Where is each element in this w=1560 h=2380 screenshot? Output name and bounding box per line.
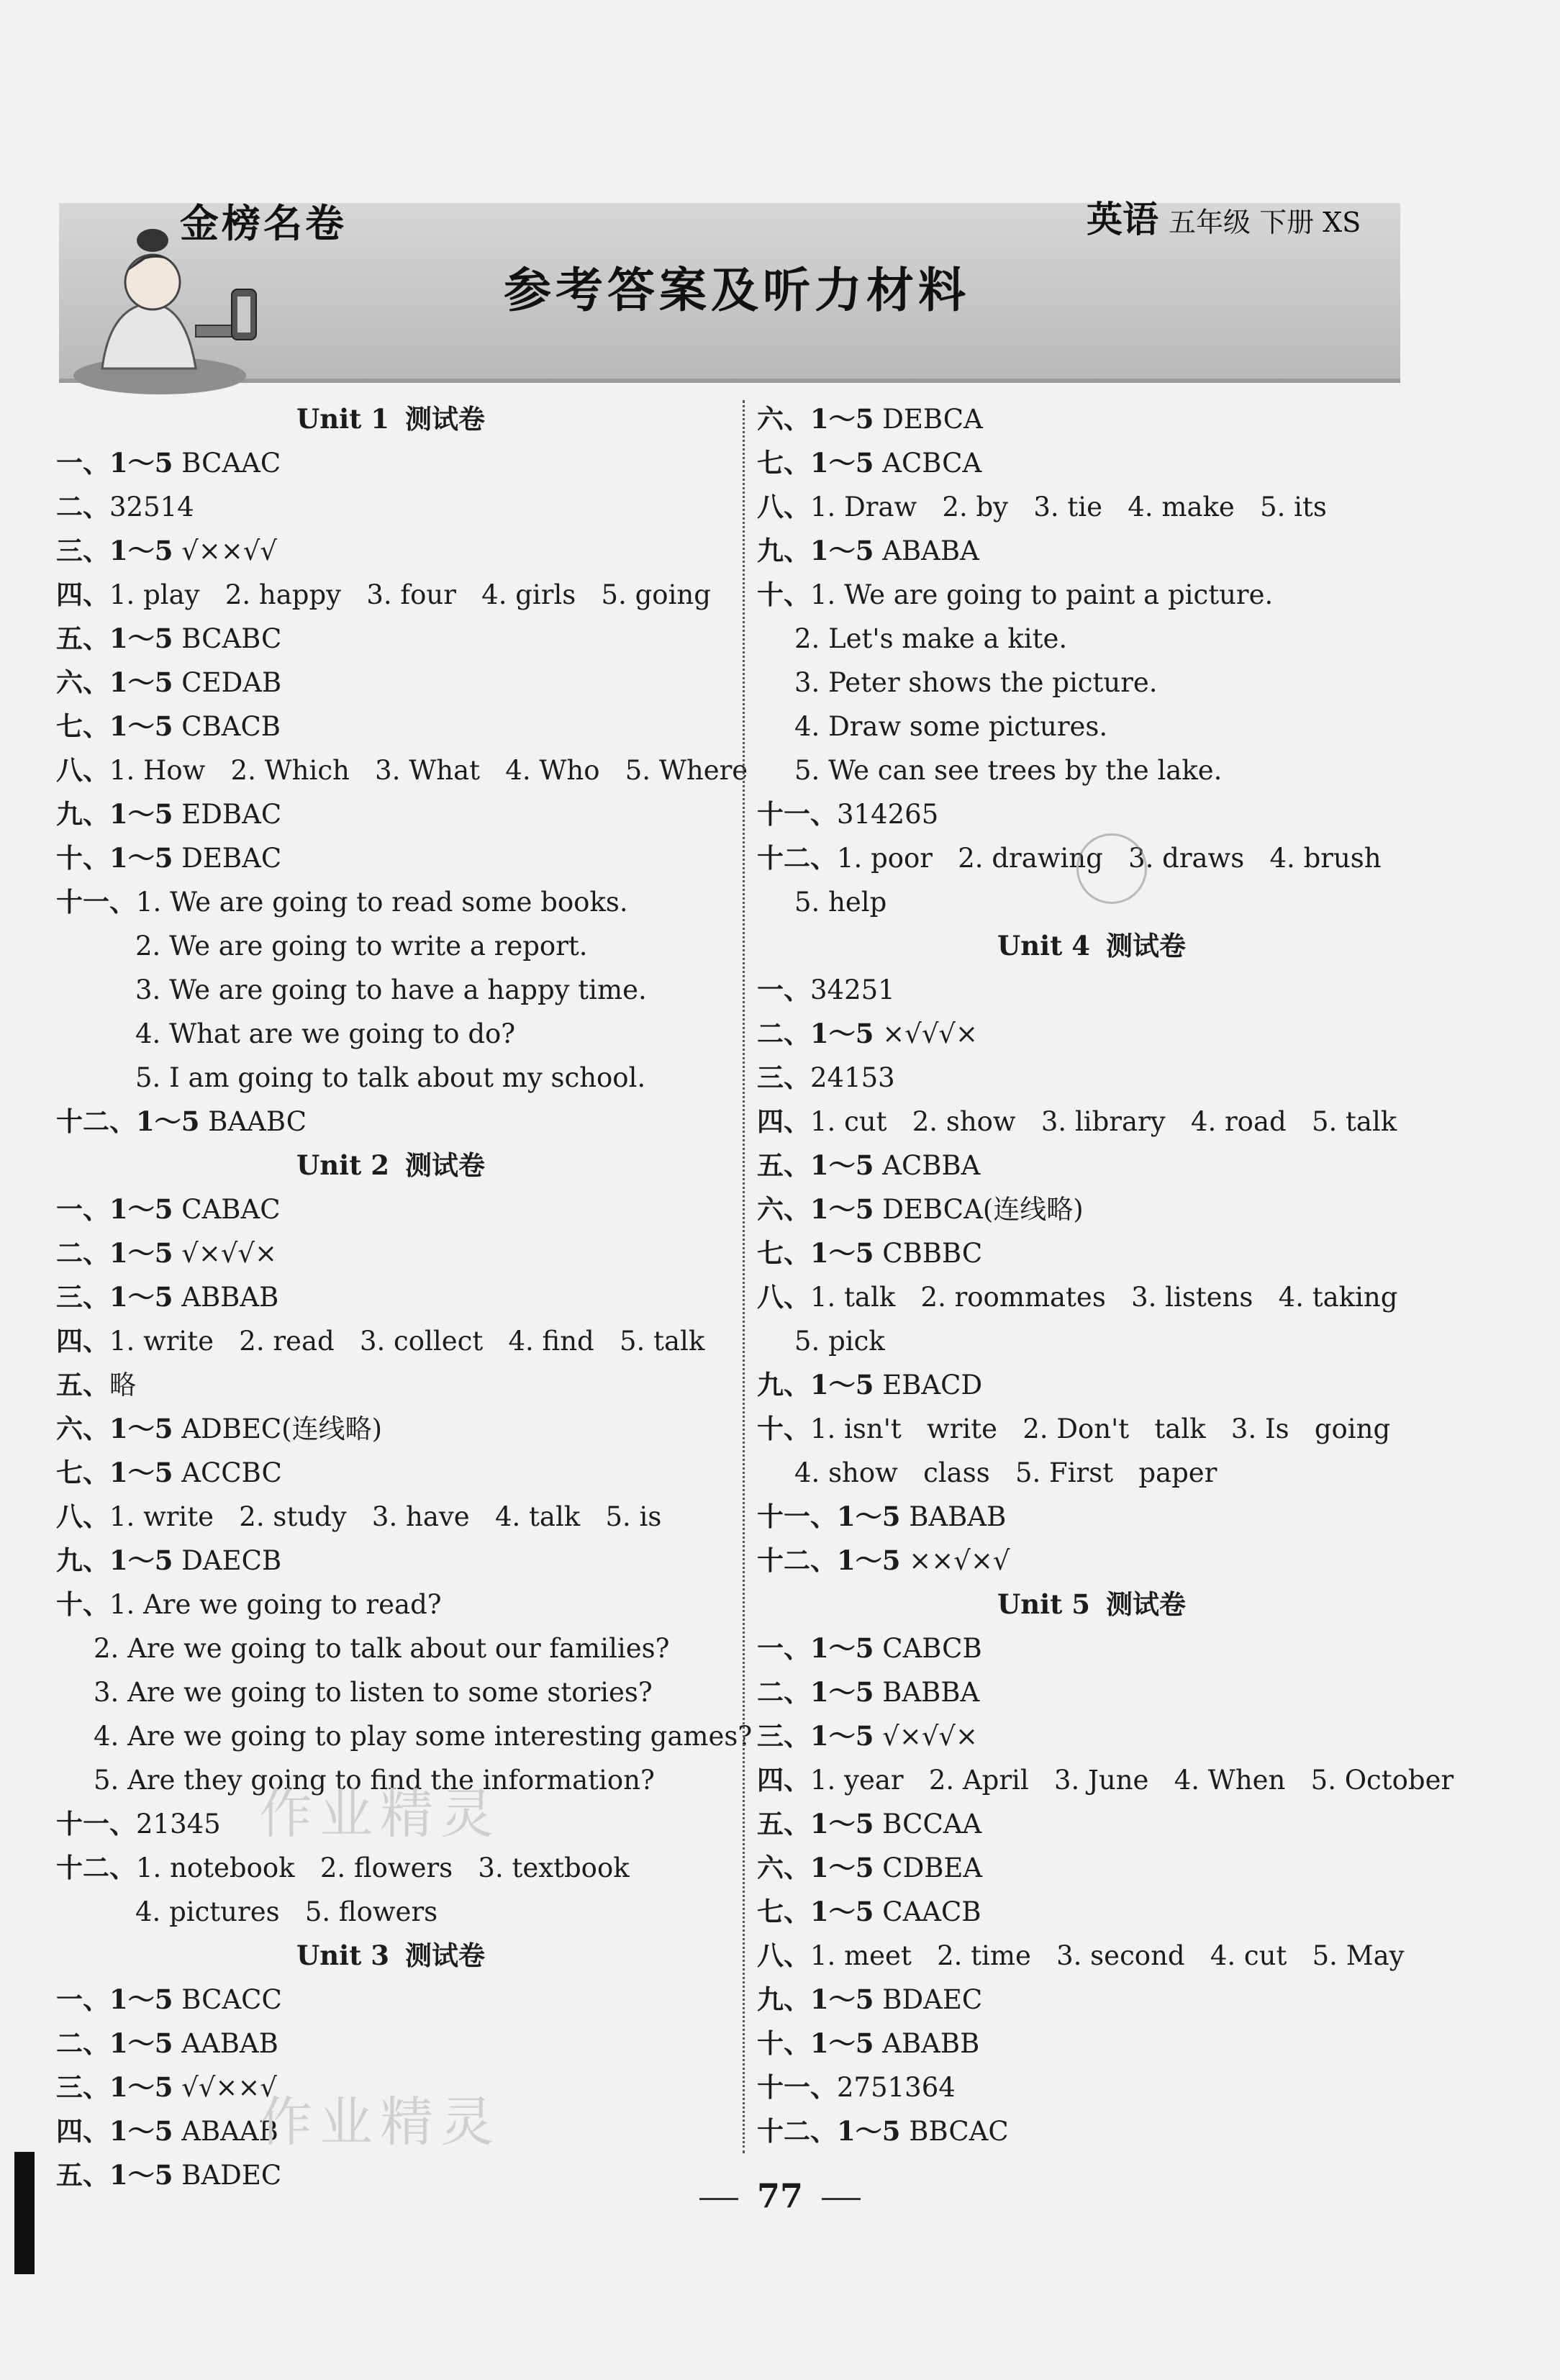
question-number: 九、1～5 [56,798,173,830]
answer-text: ABAAB [173,2116,278,2147]
question-number: 一、1～5 [757,1632,874,1664]
answer-line [56,705,725,748]
question-number: 六、1～5 [56,666,173,698]
answer-line [56,529,725,573]
answer-text: 1. poor 2. drawing 3. draws 4. brush [837,843,1382,874]
question-number: 三、1～5 [56,535,173,566]
answer-line [56,748,748,792]
question-number: 八、 [757,491,810,522]
answer-text: 4. What are we going to do? [135,1018,516,1049]
answer-line [757,485,1426,529]
answer-text: ×√√√× [874,1018,978,1049]
answer-text: 3. We are going to have a happy time. [135,974,647,1005]
answer-line [56,2022,725,2065]
question-number: 十一、 [56,1808,136,1840]
answer-line [56,880,725,924]
answer-text: 1. We are going to paint a picture. [810,579,1274,610]
answer-text: 21345 [136,1809,221,1840]
answer-line [56,441,725,485]
unit-name: Unit 5 [997,1588,1090,1620]
question-number: 二、1～5 [56,1237,173,1269]
stamp-seal [1076,833,1147,904]
answer-text: 1. year 2. April 3. June 4. When 5. October [810,1765,1454,1796]
answer-line [757,1056,1426,1100]
unit-label: 测试卷 [404,1149,485,1181]
answer-continuation [56,924,725,968]
answer-text: 2. Let's make a kite. [794,623,1068,654]
column-divider [743,400,745,2153]
answer-text: 5. help [794,887,887,918]
question-number: 六、1～5 [56,1413,173,1444]
answer-line [56,1846,725,1890]
question-number: 二、 [56,491,109,522]
question-number: 七、1～5 [56,710,173,742]
question-number: 九、1～5 [757,535,874,566]
answer-text: BADEC [173,2160,282,2191]
answer-continuation [56,1012,725,1056]
question-number: 十一、1～5 [757,1501,901,1532]
question-number: 十二、 [56,1852,136,1883]
answer-text: ACBCA [874,448,982,479]
answer-text: AABAB [173,2028,278,2059]
answer-text: EBACD [874,1370,983,1401]
answer-continuation [757,748,1426,792]
answer-text: BABAB [900,1501,1007,1532]
answer-text: 314265 [837,799,939,830]
question-number: 九、1～5 [757,1983,874,2015]
unit-heading [757,924,1426,968]
question-number: 八、 [56,754,109,786]
answer-text: √×√√× [874,1721,978,1752]
answer-text: 1. talk 2. roommates 3. listens 4. taking [810,1282,1398,1313]
answer-line [56,573,725,617]
answer-line [56,1978,725,2022]
answer-line [757,1187,1426,1231]
question-number: 十一、 [757,798,837,830]
question-number: 五、1～5 [757,1149,874,1181]
answer-text: ACCBC [173,1457,282,1488]
answer-text: 5. We can see trees by the lake. [794,755,1223,786]
answer-text: 3. Are we going to listen to some stories? [94,1677,653,1708]
answer-text: 5. I am going to talk about my school. [135,1062,646,1093]
answer-text: 5. pick [794,1326,885,1357]
answer-text: 32514 [109,492,194,522]
answer-continuation [56,1890,725,1934]
answer-line [757,397,1426,441]
question-number: 九、1～5 [757,1369,874,1401]
answer-text: BDAEC [874,1984,983,2015]
question-number: 二、1～5 [757,1018,874,1049]
answer-line [56,661,725,705]
answer-line [757,1758,1454,1802]
answer-line [56,1407,725,1451]
answer-text: DEBCA(连线略) [874,1194,1084,1225]
unit-label: 测试卷 [404,403,485,435]
answer-text: ABBAB [173,1282,279,1313]
question-number: 五、 [56,1369,109,1401]
question-number: 五、1～5 [56,2159,173,2191]
answer-line [56,1583,725,1626]
answer-continuation [757,617,1426,661]
question-number: 一、 [757,974,810,1005]
scan-edge [14,2152,35,2274]
answer-text: 1. write 2. read 3. collect 4. find 5. talk [109,1326,705,1357]
left-column [56,397,753,2197]
answer-line [757,1714,1426,1758]
answer-text: ADBEC(连线略) [173,1413,383,1444]
answer-line [56,792,725,836]
answer-line [56,1231,725,1275]
answer-line [757,2022,1426,2065]
unit-heading [56,1934,725,1978]
answer-text: ABABB [874,2028,980,2059]
question-number: 十一、 [56,886,136,918]
question-number: 三、1～5 [56,1281,173,1313]
answer-line [56,1451,725,1495]
question-number: 十、1～5 [757,2027,874,2059]
answer-text: BBCAC [900,2116,1009,2147]
unit-name: Unit 3 [296,1940,389,1971]
question-number: 一、1～5 [56,447,173,479]
answer-line [56,1539,725,1583]
unit-name: Unit 1 [296,403,389,435]
answer-text: 24153 [810,1062,895,1093]
question-number: 四、1～5 [56,2115,173,2147]
answer-line [56,2153,725,2197]
unit-heading [56,1144,725,1187]
answer-text: √×√√× [173,1238,277,1269]
answer-text: 2751364 [837,2072,956,2103]
question-number: 五、1～5 [56,623,173,654]
answer-text: 1. isn't write 2. Don't talk 3. Is going [810,1413,1391,1444]
answer-line [757,573,1426,617]
answer-line [757,1231,1426,1275]
question-number: 七、1～5 [56,1457,173,1488]
page-title: 参考答案及听力材料 [504,262,970,318]
question-number: 十、1～5 [56,842,173,874]
unit-name: Unit 2 [296,1149,389,1181]
question-number: 五、1～5 [757,1808,874,1840]
answer-text: CEDAB [173,667,282,698]
answer-line [56,1187,725,1231]
right-column [757,397,1454,2153]
answer-line [56,1319,725,1363]
answer-text: ××√×√ [900,1545,1010,1576]
answer-text: 4. Draw some pictures. [794,711,1108,742]
question-number: 三、1～5 [757,1720,874,1752]
answer-text: 4. show class 5. First paper [794,1457,1217,1488]
unit-label: 测试卷 [1105,930,1186,961]
answer-text: 1. How 2. Which 3. What 4. Who 5. Where [109,755,748,786]
answer-text: DAECB [173,1545,282,1576]
unit-label: 测试卷 [1105,1588,1186,1620]
answer-line [757,1407,1426,1451]
answer-line [757,441,1426,485]
question-number: 四、 [56,579,109,610]
answer-line [757,1144,1426,1187]
answer-text: √××√√ [173,535,277,566]
answer-line [757,529,1426,573]
answer-text: ABABA [874,535,979,566]
answer-text: 1. Draw 2. by 3. tie 4. make 5. its [810,492,1327,522]
question-number: 四、 [757,1764,810,1796]
answer-line [757,792,1426,836]
answer-text: 1. notebook 2. flowers 3. textbook [136,1852,630,1883]
answer-line [757,1275,1426,1319]
answer-line [757,1539,1426,1583]
answer-continuation [757,705,1426,748]
answer-line [56,617,725,661]
answer-line [56,1495,725,1539]
answer-text: DEBCA [874,404,983,435]
answer-text: BCCAA [874,1809,982,1840]
answer-line [56,485,725,529]
question-number: 十二、1～5 [757,2115,901,2147]
answer-continuation [757,1451,1426,1495]
answer-text: 4. Are we going to play some interesting games? [94,1721,753,1752]
question-number: 十、 [56,1588,109,1620]
answer-line [56,836,725,880]
answer-continuation [757,661,1426,705]
question-number: 十二、 [757,842,837,874]
question-number: 八、 [757,1940,810,1971]
answer-text: 4. pictures 5. flowers [135,1896,438,1927]
answer-text: BCABC [173,623,282,654]
question-number: 七、1～5 [757,447,874,479]
answer-text: CBACB [173,711,281,742]
question-number: 六、1～5 [757,1193,874,1225]
subject-name: 英语 [1087,198,1158,240]
unit-name: Unit 4 [997,930,1090,961]
answer-line [757,1100,1426,1144]
page-number-value: 77 [756,2176,803,2215]
answer-text: 1. Are we going to read? [109,1589,442,1620]
question-number: 三、 [757,1062,810,1093]
question-number: 十二、1～5 [757,1544,901,1576]
answer-text: CAACB [874,1896,981,1927]
question-number: 七、1～5 [757,1896,874,1927]
answer-text: CDBEA [874,1852,983,1883]
answer-line [757,2109,1426,2153]
answer-text: CABCB [874,1633,982,1664]
answer-text: EDBAC [173,799,282,830]
answer-line [757,1978,1426,2022]
answer-line [757,1626,1426,1670]
answer-text: 1. cut 2. show 3. library 4. road 5. talk [810,1106,1397,1137]
question-number: 十一、 [757,2071,837,2103]
answer-continuation [757,1319,1426,1363]
answer-line [56,1363,725,1407]
question-number: 一、1～5 [56,1983,173,2015]
answer-text: BCAAC [173,448,281,479]
answer-text: 1. We are going to read some books. [136,887,628,918]
unit-heading [56,397,725,441]
answer-line [757,1363,1426,1407]
answer-text: √√××√ [173,2072,277,2103]
unit-label: 测试卷 [404,1940,485,1971]
question-number: 八、 [56,1501,109,1532]
answer-text: 5. Are they going to find the information? [94,1765,655,1796]
answer-line [757,1495,1426,1539]
answer-line [757,1670,1426,1714]
answer-text: BABBA [874,1677,980,1708]
answer-line [56,1275,725,1319]
grade-label: 五年级 下册 XS [1169,207,1361,238]
question-number: 二、1～5 [757,1676,874,1708]
brand-logo-text: 金榜名卷 [180,200,347,246]
answer-text: 略 [109,1370,136,1401]
answer-line [757,1846,1426,1890]
answer-line [757,968,1426,1012]
answer-text: ACBBA [874,1150,981,1181]
question-number: 六、1～5 [757,1852,874,1883]
subject-label [1087,194,1361,248]
question-number: 十二、1～5 [56,1105,200,1137]
answer-continuation [56,1056,725,1100]
answer-text: 2. We are going to write a report. [135,931,588,961]
question-number: 四、 [757,1105,810,1137]
answer-text: DEBAC [173,843,282,874]
question-number: 七、1～5 [757,1237,874,1269]
question-number: 六、1～5 [757,403,874,435]
answer-text: 34251 [810,974,895,1005]
question-number: 三、1～5 [56,2071,173,2103]
answer-text: BAABC [199,1106,307,1137]
question-number: 十、 [757,1413,810,1444]
question-number: 四、 [56,1325,109,1357]
answer-line [757,1802,1426,1846]
unit-heading [757,1583,1426,1626]
question-number: 十、 [757,579,810,610]
answer-text: CABAC [173,1194,281,1225]
answer-line [757,1934,1426,1978]
watermark: 作业精灵 [259,2091,501,2153]
answer-text: 2. Are we going to talk about our families? [94,1633,670,1664]
question-number: 八、 [757,1281,810,1313]
answer-text: CBBBC [874,1238,983,1269]
question-number: 二、1～5 [56,2027,173,2059]
answer-text: 3. Peter shows the picture. [794,667,1158,698]
answer-text: 1. write 2. study 3. have 4. talk 5. is [109,1501,662,1532]
answer-line [757,1012,1426,1056]
watermark: 作业精灵 [259,1783,501,1845]
answer-text: BCACC [173,1984,282,2015]
answer-text: 1. play 2. happy 3. four 4. girls 5. going [109,579,711,610]
answer-line [56,1100,725,1144]
answer-continuation [56,968,725,1012]
answer-continuation [56,1714,753,1758]
answer-text: 1. meet 2. time 3. second 4. cut 5. May [810,1940,1405,1971]
answer-line [757,1890,1426,1934]
question-number: 一、1～5 [56,1193,173,1225]
answer-line [757,2065,1426,2109]
page-number [648,2171,912,2221]
question-number: 九、1～5 [56,1544,173,1576]
answer-continuation [56,1670,725,1714]
answer-continuation [56,1626,725,1670]
